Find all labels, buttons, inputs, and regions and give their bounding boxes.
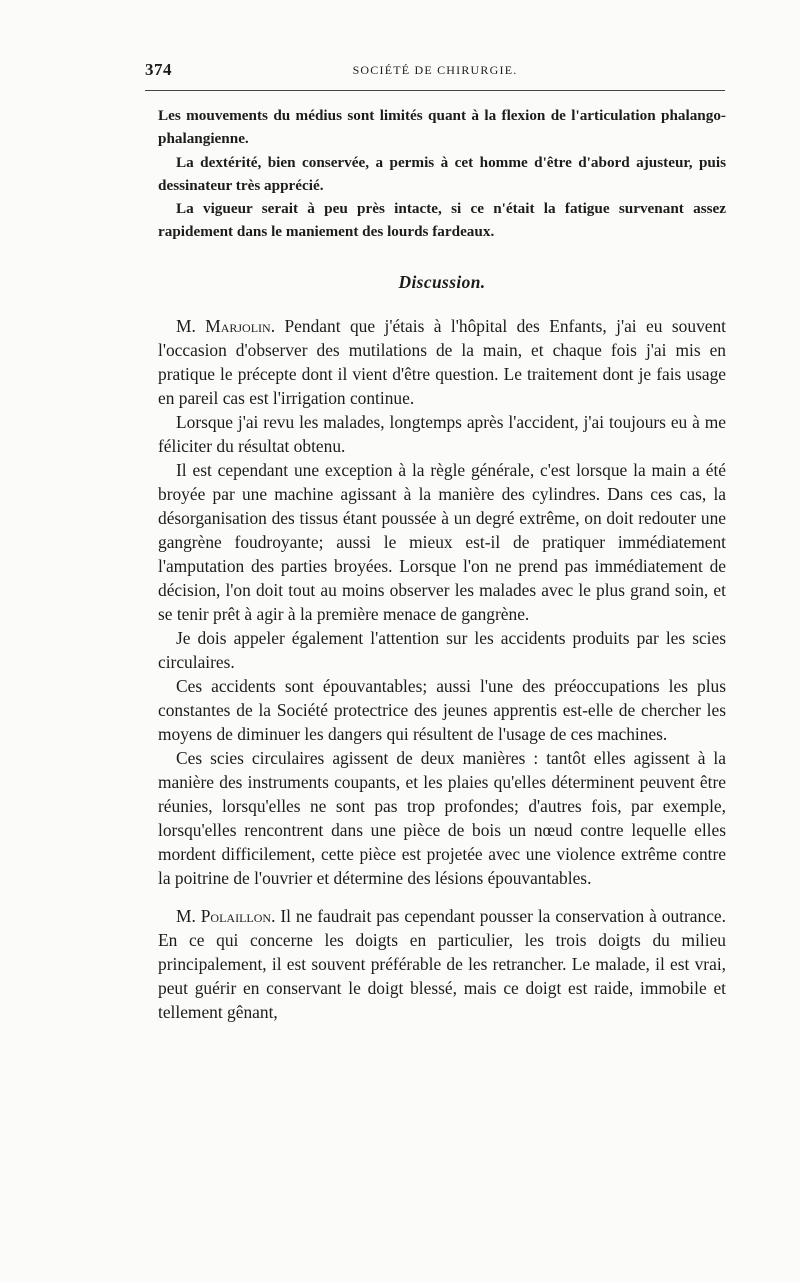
discussion-polaillon <box>158 904 726 1024</box>
discussion-paragraph: Lorsque j'ai revu les malades, longtemps après l'accident, j'ai toujours eu à me féliciter du résultat obtenu. <box>158 411 726 456</box>
section-title: Discussion. <box>398 271 486 292</box>
speaker-name: M. Polaillon. <box>176 905 276 926</box>
page-body <box>158 104 726 1024</box>
discussion-paragraph: Il est cependant une exception à la règle générale, c'est lorsque la main a été broyée par une machine agissant à la manière des cylindres. Dans ces cas, la désorganisation des tissus étant poussée à un degré extrême, on doit redouter une gangrène foudroyante; aussi le mieux est-il de pratiquer immédiatement l'amputation des parties broyées. Lorsque l'on ne prend pas immédiatement de décision, l'on doit tout au moins observer les malades avec le plus grand soin, et se tenir prêt à agir à la première menace de gangrène. <box>158 459 726 624</box>
discussion-paragraph <box>158 314 726 410</box>
discussion-paragraph: Ces scies circulaires agissent de deux manières : tantôt elles agissent à la manière des instruments coupants, et les plaies qu'elles déterminent peuvent être réunies, lorsqu'elles ne sont pas trop profondes; d'autres fois, par exemple, lorsqu'elles rencontrent dans une pièce de bois un nœud contre lequelle elles mordent difficilement, cette pièce est projetée avec une violence extrême contre la poitrine de l'ouvrier et détermine des lésions épouvantables. <box>158 747 726 888</box>
discussion-marjolin <box>158 314 726 890</box>
header-rule <box>145 90 725 91</box>
paragraph-text: Pendant que j'étais à l'hôpital des Enfants, j'ai eu souvent l'occasion d'observer des mutilations de la main, et chaque fois j'ai mis en pratique le précepte dont il vient d'être question. Le traitement dont je fais usage en pareil cas est l'irrigation continue. <box>158 315 727 408</box>
case-notes <box>158 104 726 244</box>
page-header <box>145 60 725 84</box>
discussion-paragraph <box>158 904 726 1024</box>
paragraph-text: Il ne faudrait pas cependant pousser la conservation à outrance. En ce qui concerne les doigts en particulier, les trois doigts du milieu principalement, il est souvent préférable de les retrancher. Le malade, il est vrai, peut guérir en conservant le doigt blessé, mais ce doigt est raide, immobile et tellement gênant, <box>158 905 726 1022</box>
page-number: 374 <box>145 60 172 79</box>
speaker-name: M. Marjolin. <box>176 315 276 336</box>
discussion-paragraph: Ces accidents sont épouvantables; aussi l'une des préoccupations les plus constantes de la Société protectrice des jeunes apprentis est-elle de chercher les moyens de diminuer les dangers qui résultent de l'usage de ces machines. <box>158 675 726 744</box>
running-title: SOCIÉTÉ DE CHIRURGIE. <box>352 63 518 77</box>
case-note-paragraph: La dextérité, bien conservée, a permis à cet homme d'être d'abord ajusteur, puis dessinateur très apprécié. <box>158 153 726 194</box>
case-note-paragraph: La vigueur serait à peu près intacte, si ce n'était la fatigue survenant assez rapidement dans le maniement des lourds fardeaux. <box>158 200 726 241</box>
case-note-paragraph: Les mouvements du médius sont limités quant à la flexion de l'articulation phalango-phalangienne. <box>158 107 726 148</box>
discussion-paragraph: Je dois appeler également l'attention sur les accidents produits par les scies circulaires. <box>158 627 726 672</box>
